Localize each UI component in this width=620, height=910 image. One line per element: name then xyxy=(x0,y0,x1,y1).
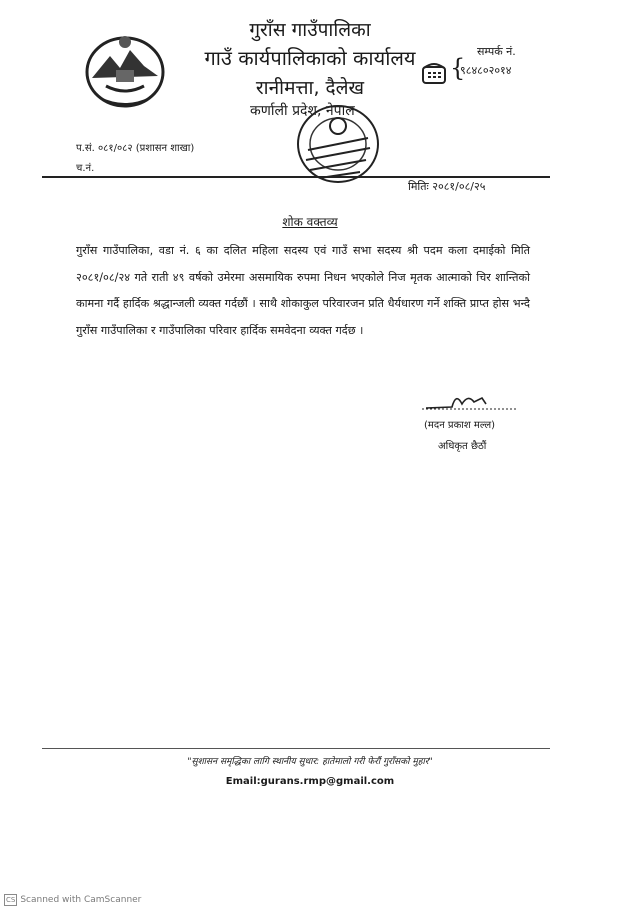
watermark-text: Scanned with CamScanner xyxy=(20,895,142,905)
contact-label: सम्पर्क नं. xyxy=(477,45,516,58)
letter-number: प.सं. ०८१/०८२ (प्रशासन शाखा) xyxy=(76,143,195,154)
condolence-body: गुराँस गाउँपालिका, वडा नं. ६ का दलित महिला सदस्य एवं गाउँ सभा सदस्य श्री पदम कला दमाईको मिति २०८१/०८/२४ गते राती ४९ वर्षको उमेरमा असमायिक रुपमा निधन भएकोले निज मृतक आत्माको चिर शान्तिको कामना गर्दै हार्दिक श्रद्धान्जली व्यक्त गर्दछौं । साथै शोकाकुल परिवारजन प्रति धैर्यधारण गर्ने शक्ति प्राप्त होस भन्दै गुराँस गाउँपालिका र गाउँपालिका परिवार हार्दिक समवेदना व्यक्त गर्दछ । xyxy=(76,244,530,337)
scanner-watermark xyxy=(4,894,141,906)
footer-motto: "सुशासन समृद्धिका लागि स्थानीय सुधार: हातेमालो गरी फेरौं गुराँसको मुहार" xyxy=(187,757,433,767)
telephone-icon xyxy=(420,58,448,86)
subject-heading xyxy=(0,213,620,230)
contact-number: ९८४८०२०१४ xyxy=(460,64,512,77)
office-stamp-icon xyxy=(290,98,386,188)
signature-icon xyxy=(422,388,518,412)
footer-divider xyxy=(42,748,550,749)
signer-name: (मदन प्रकाश मल्ल) xyxy=(424,420,496,431)
province-name: कर्णाली प्रदेश, नेपाल xyxy=(250,103,355,119)
dispatch-number: च.नं. xyxy=(76,163,95,174)
signer-role: अधिकृत छैठौं xyxy=(438,441,487,452)
letter-date: मितिः २०८१/०८/२५ xyxy=(408,180,486,193)
footer-email: Email:gurans.rmp@gmail.com xyxy=(225,776,395,787)
header-divider xyxy=(42,176,550,178)
municipality-name: गुराँस गाउँपालिका xyxy=(249,19,371,41)
camscanner-icon: CS xyxy=(6,896,16,904)
subject-text: शोक वक्तव्य xyxy=(282,215,338,229)
office-name: गाउँ कार्यपालिकाको कार्यालय xyxy=(204,46,416,70)
brace-mark: { xyxy=(450,54,466,82)
office-location: रानीमत्ता, दैलेख xyxy=(255,77,365,99)
